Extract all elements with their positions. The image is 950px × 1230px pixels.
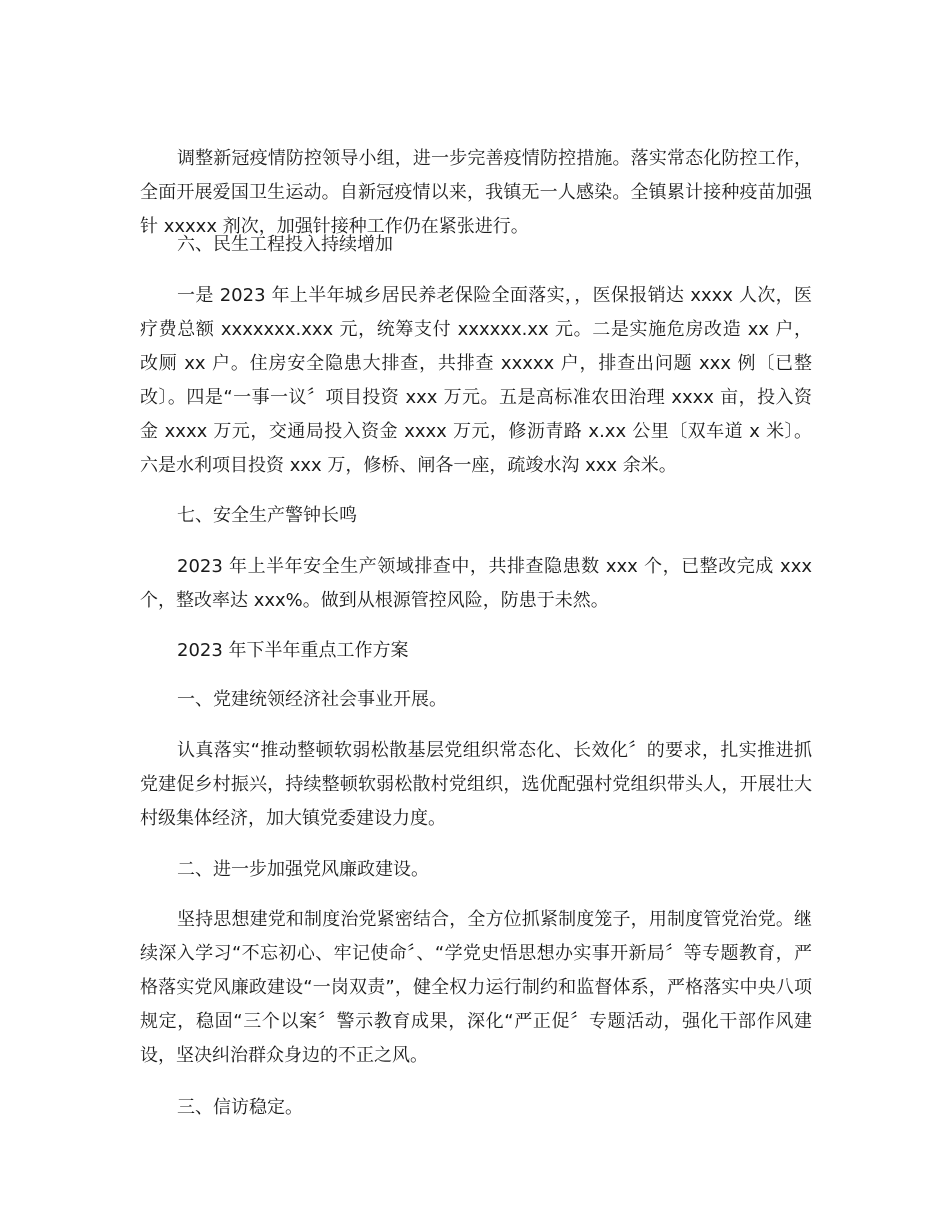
paragraph-party-building: 认真落实“推动整顿软弱松散基层党组织常态化、长效化〞的要求，扎实推进抓党建促乡村振兴，持续整顿软弱松散村党组织，选优配强村党组织带头人，开展壮大村级集体经济，加大镇党委建设力度。 [140,740,812,829]
paragraph-epidemic-prevention: 调整新冠疫情防控领导小组，进一步完善疫情防控措施。落实常态化防控工作，全面开展爱国卫生运动。自新冠疫情以来，我镇无一人感染。全镇累计接种疫苗加强针 xxxxx 剂次，加强针接种工作仍在紧张进行。 [140,148,812,237]
heading-second-half-plan: 2023 年下半年重点工作方案 [177,640,409,661]
heading-petition-stability: 三、信访稳定。 [177,1097,303,1118]
paragraph-integrity-building: 坚持思想建党和制度治党紧密结合，全方位抓紧制度笼子，用制度管党治党。继续深入学习“不忘初心、牢记使命〞、“学党史悟思想办实事开新局〞等专题教育，严格落实党风廉政建设“一岗双责”，健全权力运行制约和监督体系，严格落实中央八项规定，稳固“三个以案〞警示教育成果，深化“严正促〞专题活动，强化干部作风建设，坚决纠治群众身边的不正之风。 [140,909,812,1066]
paragraph-safety-inspection: 2023 年上半年安全生产领域排查中，共排查隐患数 xxx 个，已整改完成 xxx 个，整改率达 xxx%。做到从根源管控风险，防患于未然。 [140,556,812,611]
heading-livelihood-projects: 六、民生工程投入持续增加 [177,234,393,255]
heading-production-safety: 七、安全生产警钟长鸣 [177,505,357,526]
paragraph-livelihood-details: 一是 2023 年上半年城乡居民养老保险全面落实，，医保报销达 xxxx 人次，医疗费总额 xxxxxxx.xxx 元，统筹支付 xxxxxx.xx 元。二是实施危房改造 xx 户，改厕 xx 户。住房安全隐患大排查，共排查 xxxxx 户，排查出问题 xxx 例〔已整改〕。四是“一事一议〞项目投资 xxx 万元。五是高标准农田治理 xxxx 亩，投入资金 xxxx 万元，交通局投入资金 xxxx 万元，修沥青路 x.xx 公里〔双车道 x 米〕。六是水利项目投资 xxx 万，修桥、闸各一座，疏竣水沟 xxx 余米。 [140,285,812,476]
heading-party-building: 一、党建统领经济社会事业开展。 [177,689,447,710]
heading-integrity-building: 二、进一步加强党风廉政建设。 [177,859,429,880]
